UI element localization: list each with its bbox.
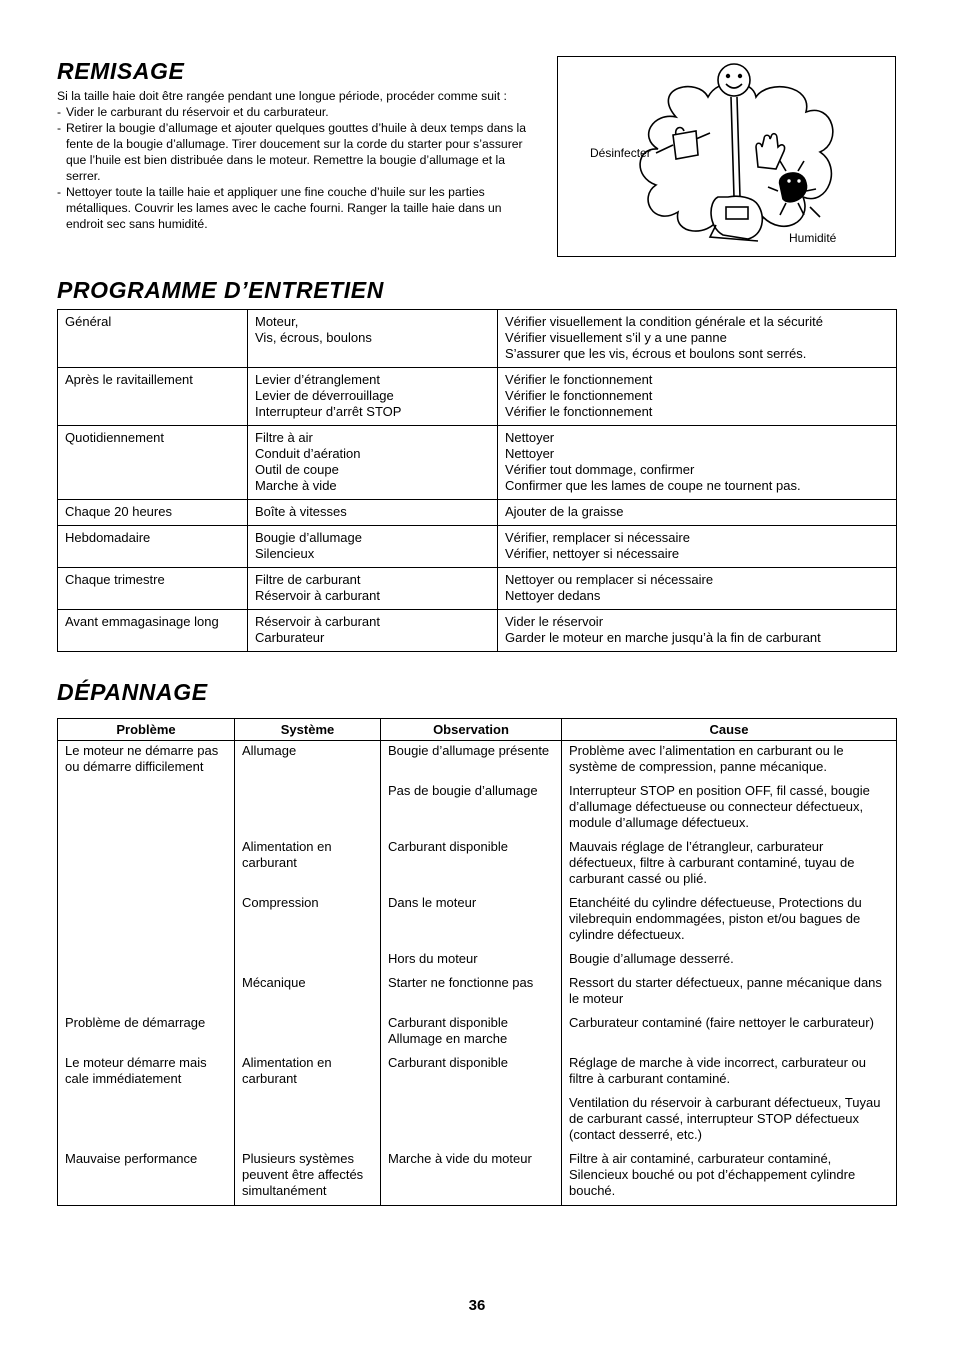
maintenance-actions-line: Nettoyer <box>505 430 555 445</box>
disinfect-label: Désinfecter <box>590 146 651 160</box>
maintenance-parts-line: Conduit d’aération <box>255 446 361 461</box>
maintenance-parts <box>248 526 498 568</box>
troubleshooting-cause: Carburateur contaminé (faire nettoyer le carburateur) <box>562 1015 897 1055</box>
troubleshooting-row <box>58 1015 897 1055</box>
maintenance-actions-line: Vider le réservoir <box>505 614 604 629</box>
troubleshooting-problem <box>58 975 235 1015</box>
page-number: 36 <box>468 1297 486 1314</box>
troubleshooting-header-row <box>58 719 897 741</box>
maintenance-table <box>57 309 897 652</box>
maintenance-parts-line: Carburateur <box>255 630 325 645</box>
maintenance-actions-line: S’assurer que les vis, écrous et boulons sont serrés. <box>505 346 807 361</box>
troubleshooting-problem <box>58 895 235 951</box>
maintenance-actions-line: Vérifier tout dommage, confirmer <box>505 462 695 477</box>
maintenance-parts-line: Réservoir à carburant <box>255 588 380 603</box>
humidity-label: Humidité <box>789 231 837 245</box>
troubleshooting-problem <box>58 1095 235 1151</box>
programme-title: PROGRAMME D’ENTRETIEN <box>57 277 384 303</box>
maintenance-actions-line: Vérifier le fonctionnement <box>505 404 653 419</box>
maintenance-parts <box>248 500 498 526</box>
troubleshooting-observation: Hors du moteur <box>381 951 562 975</box>
maintenance-parts-line: Réservoir à carburant <box>255 614 380 629</box>
troubleshooting-row <box>58 783 897 839</box>
troubleshooting-system: Alimentation en carburant <box>235 839 381 895</box>
remisage-item: - Retirer la bougie d’allumage et ajouter quelques gouttes d’huile à deux temps dans la fente de la bougie d’allumage. Tirer doucement sur la corde du starter pour s’assurer que l’huile est bien distribuée dans le moteur. Remettre la bougie d’allumage et la serrer. <box>57 120 542 184</box>
troubleshooting-system: Compression <box>235 895 381 951</box>
maintenance-actions-line: Vérifier, nettoyer si nécessaire <box>505 546 680 561</box>
troubleshooting-cause: Réglage de marche à vide incorrect, carburateur ou filtre à carburant contaminé. <box>562 1055 897 1095</box>
troubleshooting-observation: Carburant disponible <box>381 839 562 895</box>
troubleshooting-system <box>235 951 381 975</box>
remisage-list <box>57 104 542 232</box>
maintenance-parts <box>248 368 498 426</box>
oil-can-icon <box>673 128 710 159</box>
maintenance-parts-line: Levier de déverrouillage <box>255 388 394 403</box>
troubleshooting-cause: Bougie d’allumage desserré. <box>562 951 897 975</box>
remisage-item: - Vider le carburant du réservoir et du carburateur. <box>57 104 542 120</box>
troubleshooting-observation: Marche à vide du moteur <box>381 1151 562 1206</box>
maintenance-parts-line: Boîte à vitesses <box>255 504 347 519</box>
maintenance-actions-line: Nettoyer <box>505 446 555 461</box>
maintenance-when: Quotidiennement <box>58 426 248 500</box>
troubleshooting-system: Allumage <box>235 741 381 784</box>
maintenance-parts <box>248 310 498 368</box>
troubleshooting-problem: Le moteur ne démarre pas ou démarre difficilement <box>58 741 235 784</box>
hedge-trimmer-shaft <box>731 97 740 197</box>
maintenance-actions <box>498 368 897 426</box>
maintenance-actions <box>498 310 897 368</box>
maintenance-when: Chaque trimestre <box>58 568 248 610</box>
maintenance-parts-line: Bougie d’allumage <box>255 530 362 545</box>
troubleshooting-cause: Interrupteur STOP en position OFF, fil cassé, bougie d’allumage défectueuse ou connecteur défectueux, module d’allumage défectueux. <box>562 783 897 839</box>
remisage-title: REMISAGE <box>57 58 185 84</box>
maintenance-actions-line: Vérifier le fonctionnement <box>505 372 653 387</box>
troubleshooting-problem: Le moteur démarre mais cale immédiatement <box>58 1055 235 1095</box>
maintenance-row <box>58 368 897 426</box>
maintenance-actions <box>498 500 897 526</box>
troubleshooting-observation: Carburant disponible <box>381 1055 562 1095</box>
maintenance-parts <box>248 610 498 652</box>
maintenance-actions-line: Confirmer que les lames de coupe ne tournent pas. <box>505 478 801 493</box>
glove-icon <box>756 134 785 169</box>
troubleshooting-problem: Problème de démarrage <box>58 1015 235 1055</box>
troubleshooting-problem <box>58 951 235 975</box>
troubleshooting-cause: Problème avec l’alimentation en carburant ou le système de compression, panne mécanique. <box>562 741 897 784</box>
maintenance-row <box>58 568 897 610</box>
maintenance-actions <box>498 426 897 500</box>
maintenance-row <box>58 426 897 500</box>
troubleshooting-problem: Mauvaise performance <box>58 1151 235 1206</box>
maintenance-actions-line: Nettoyer dedans <box>505 588 601 603</box>
troubleshooting-cause: Ressort du starter défectueux, panne mécanique dans le moteur <box>562 975 897 1015</box>
troubleshooting-cause: Etanchéité du cylindre défectueuse, Protections du vilebrequin endommagées, piston et/ou bagues de cylindre défectueux. <box>562 895 897 951</box>
maintenance-when: Chaque 20 heures <box>58 500 248 526</box>
storage-illustration <box>557 56 896 257</box>
troubleshooting-observation: Carburant disponible Allumage en marche <box>381 1015 562 1055</box>
maintenance-row <box>58 500 897 526</box>
troubleshooting-observation: Pas de bougie d’allumage <box>381 783 562 839</box>
depannage-title: DÉPANNAGE <box>57 679 208 705</box>
maintenance-row <box>58 526 897 568</box>
troubleshooting-observation <box>381 1095 562 1151</box>
troubleshooting-observation: Dans le moteur <box>381 895 562 951</box>
troubleshooting-row <box>58 951 897 975</box>
maintenance-parts <box>248 426 498 500</box>
troubleshooting-row <box>58 839 897 895</box>
troubleshooting-cause: Mauvais réglage de l’étrangleur, carburateur défectueux, filtre à carburant contaminé, tuyau de carburant cassé ou plié. <box>562 839 897 895</box>
troubleshooting-row <box>58 1095 897 1151</box>
maintenance-actions-line: Garder le moteur en marche jusqu’à la fin de carburant <box>505 630 821 645</box>
maintenance-when: Après le ravitaillement <box>58 368 248 426</box>
maintenance-parts-line: Filtre de carburant <box>255 572 361 587</box>
troubleshooting-row <box>58 1055 897 1095</box>
troubleshooting-row <box>58 741 897 784</box>
troubleshooting-system: Mécanique <box>235 975 381 1015</box>
troubleshooting-system: Plusieurs systèmes peuvent être affectés simultanément <box>235 1151 381 1206</box>
troubleshooting-cause: Filtre à air contaminé, carburateur contaminé, Silencieux bouché ou pot d’échappement cylindre bouché. <box>562 1151 897 1206</box>
maintenance-actions-line: Vérifier visuellement s’il y a une panne <box>505 330 727 345</box>
maintenance-when: Hebdomadaire <box>58 526 248 568</box>
maintenance-row <box>58 310 897 368</box>
maintenance-parts-line: Moteur, <box>255 314 299 329</box>
maintenance-actions-line: Nettoyer ou remplacer si nécessaire <box>505 572 714 587</box>
maintenance-actions-line: Vérifier, remplacer si nécessaire <box>505 530 690 545</box>
maintenance-actions <box>498 526 897 568</box>
troubleshooting-row <box>58 975 897 1015</box>
maintenance-parts-line: Vis, écrous, boulons <box>255 330 372 345</box>
maintenance-when: Général <box>58 310 248 368</box>
maintenance-parts <box>248 568 498 610</box>
troubleshooting-system: Alimentation en carburant <box>235 1055 381 1095</box>
maintenance-actions-line: Ajouter de la graisse <box>505 504 624 519</box>
maintenance-parts-line: Interrupteur d’arrêt STOP <box>255 404 402 419</box>
header-probleme: Problème <box>58 719 235 741</box>
maintenance-actions <box>498 568 897 610</box>
troubleshooting-observation: Bougie d’allumage présente <box>381 741 562 784</box>
remisage-body <box>57 88 542 232</box>
maintenance-parts-line: Levier d’étranglement <box>255 372 381 387</box>
troubleshooting-table <box>57 718 897 1206</box>
troubleshooting-problem <box>58 839 235 895</box>
remisage-item: - Nettoyer toute la taille haie et appliquer une fine couche d’huile sur les parties métalliques. Couvrir les lames avec le cache fourni. Ranger la taille haie dans un endroit sec sans humidité. <box>57 184 542 232</box>
remisage-intro: Si la taille haie doit être rangée pendant une longue période, procéder comme suit : <box>57 89 507 103</box>
maintenance-parts-line: Filtre à air <box>255 430 313 445</box>
maintenance-actions <box>498 610 897 652</box>
troubleshooting-system <box>235 1015 381 1055</box>
troubleshooting-row <box>58 895 897 951</box>
maintenance-when: Avant emmagasinage long <box>58 610 248 652</box>
maintenance-parts-line: Marche à vide <box>255 478 337 493</box>
header-cause: Cause <box>562 719 897 741</box>
header-systeme: Système <box>235 719 381 741</box>
header-observation: Observation <box>381 719 562 741</box>
troubleshooting-problem <box>58 783 235 839</box>
maintenance-parts-line: Silencieux <box>255 546 315 561</box>
maintenance-row <box>58 610 897 652</box>
maintenance-actions-line: Vérifier visuellement la condition générale et la sécurité <box>505 314 823 329</box>
smiling-face-icon <box>718 64 750 96</box>
troubleshooting-cause: Ventilation du réservoir à carburant défectueux, Tuyau de carburant cassé, interrupteur STOP défectueux (contact desserré, etc.) <box>562 1095 897 1151</box>
maintenance-actions-line: Vérifier le fonctionnement <box>505 388 653 403</box>
troubleshooting-row <box>58 1151 897 1206</box>
troubleshooting-observation: Starter ne fonctionne pas <box>381 975 562 1015</box>
troubleshooting-system <box>235 783 381 839</box>
troubleshooting-system <box>235 1095 381 1151</box>
maintenance-parts-line: Outil de coupe <box>255 462 339 477</box>
